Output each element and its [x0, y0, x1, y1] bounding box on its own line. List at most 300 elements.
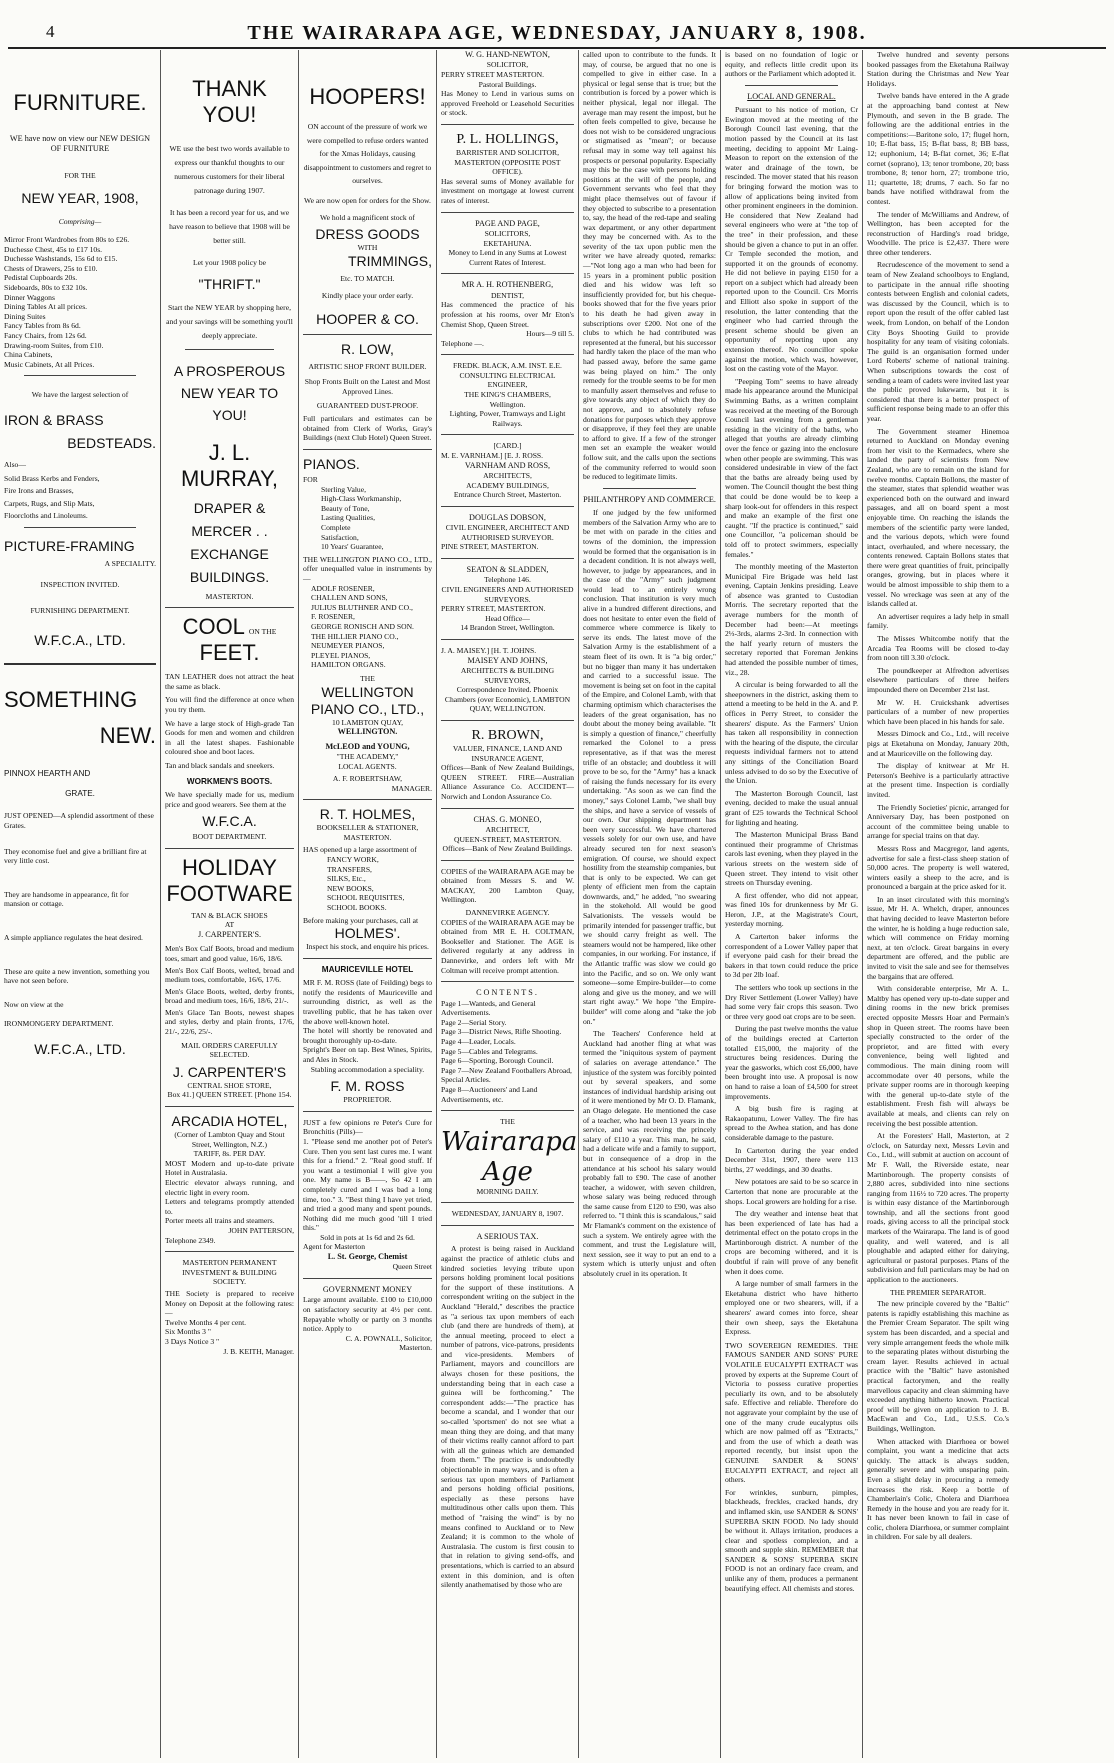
- ad-text: TAN LEATHER does not attract the heat the same as black.: [165, 672, 294, 691]
- ad-text: Queen Street: [392, 1262, 432, 1272]
- divider: [441, 354, 574, 355]
- list-item: JULIUS BLUTHNER AND CO.,: [311, 602, 413, 612]
- article-text: At the Foresters' Hall, Masterton, at 2 o'clock, on Saturday next, Messrs Levin and Co., Ltd., will submit at auction on account of Mr F. Wall, the Riverside estate, near Martinborough. The property consists of 2,880 acres, subdivided into nine sections ranging from 116½ to 720 acres. The property is within easy distance of the Martinborough township, and all the sections front good roads, giving access to all the principal stock markets of the Wairarapa. The land is of good quality, and well watered, and is all ploughable and adapted either for dairying, agricultural or pastoral purposes. Plans of the subdivision and full particulars may be had on application to the auctioneers.: [867, 1131, 1009, 1285]
- list-item: NEUMEYER PIANOS,: [311, 641, 385, 651]
- ad-text: IRONMONGERY DEPARTMENT.: [4, 1019, 114, 1029]
- ad-text: TARIFF, 8s. PER DAY.: [193, 1149, 266, 1159]
- ad-text: Inspect his stock, and enquire his prices.: [306, 942, 429, 952]
- article-text: Messrs Ross and Macgregor, land agents, advertise for sale a first-class sheep station of 50,000 acres. The property is well watered, winters easily a sheep to the acre, and is pronounced a bargain at the price asked for it.: [867, 843, 1009, 892]
- ad-text: THE: [360, 673, 375, 683]
- list-item: SILKS, Etc.,: [327, 874, 366, 884]
- ad-text: DENTIST,: [491, 290, 524, 300]
- ad-text: WE have now on view our NEW DESIGN OF FURNITURE: [9, 134, 151, 154]
- advertiser-name: HOOPER & CO.: [316, 310, 419, 327]
- divider: [441, 860, 574, 861]
- ad-subheading: IRON & BRASS: [4, 411, 104, 428]
- article-text: is based on no foundation of logic or equity, and reflects little credit upon its authors or the Parliament which adopted it.: [725, 50, 858, 79]
- list-item: Six Months 3 ": [165, 1327, 211, 1337]
- ad-text: ARCHITECT,: [485, 824, 530, 834]
- ad-text: Comprising—: [58, 217, 102, 227]
- divider: [441, 212, 574, 213]
- ad-subheading: MERCER . .: [191, 522, 268, 539]
- article-text: called upon to contribute to the funds. It may, of course, be argued that no one is compelled to give in either case. In a physical or legal sense that is true; but the contribution is forced by a power which is neither physical, legal nor illegal. The average man may resent the impost, but he often feels compelled to give, because he does not wish to be considered ungracious or stigmatised as "mean"; or because refusal may in some way tell against his prospects or personal popularity. Especially may this be the case with persons holding positions at the will of the people, and Government servants who feel that they might place themselves out of favour if they objected to subscribe to a presentation to, say, the head of the red-tape and sealing wax department, or any other department they may be concerned with. As to the severity of the tax upon public men the writer we have already quoted, remarks:—"Not long ago a man who had been for 15 years in a prominent public position died and his widow was left so insufficiently provided for, but his cheque-books showed that for the five years prior to his death he had given away in subscriptions over £200. Not one of the clubs to which he had contributed was represented at the funeral, but his successor had hardly taken the place of the man who had passed away, before the same game was being played on him." The only remedy for the trouble seems to be for men to manfully assert themselves and refuse to give towards any object of which they do not approve, and to absolutely refuse donations for purposes which they approve or disapprove, if they feel they are unable to afford to give. If a few of the stronger men set an example the weaker would follow suit, and the calls upon the sections of the community referred to would soon be reduced to legitimate limits.: [583, 50, 716, 482]
- ad-text: Pastoral Buildings.: [478, 79, 537, 89]
- article-text: If one judged by the few uniformed members of the Salvation Army who are to be met with on parade in the cities and towns of the dominion, the impression would be formed that the organisation is in a decadent condition. It is not always well, however, to judge by appearances, and in the case of the "Army" such judgment would lead to an entirely wrong conclusion. That institution is very much alive in a hundred different directions, and does not hesitate to enter even the field of commerce where commerce is likely to serve its ends. The latest move of the Salvation Army is the establishment of a steam fleet of its own. It is "a big order," but no bigger than many it has undertaken and carried to a successful issue. The movement is being set on foot in the capital of the Empire, and Colonel Lamb, with that charming optimism which characterises the leaders of the great organisation, has no doubt about the money being available. "It is simply a question of finance," cheerfully remarked the Colonel to a press representative, as if that was the merest trifle of an obstacle; and doubtless it will prove to be so, for the "Army" has a knack of raising the funds necessary for its every undertaking. "As soon as we can find the money," says Colonel Lamb, "we shall buy the ships, and have a service of vessels of our own. Our shipping department has been very successful. We have chartered vessels solely for our own use, and have already secured ten for next season's emigration. Of course, we should expect hostility from the steamship companies, but that is only to be expected. We can get plenty of efficient men from the captain downwards, and," he added, "no swearing in the stokehold. All would be good Salvationists. The vessels would be primarily intended for passenger traffic, but we should carry freight as well. The steamers would not be hampered, like other companies, in our working. For instance, if the Atlantic traffic was slow we could go into the Pacific, and so on. We only want someone—some Empire-builder—to come along and give us the money, and we will start right away." We hope "the Empire-builder" will come along and "take the job on.": [583, 508, 716, 1026]
- ad-text: We have a large stock of High-grade Tan Goods for men and women and children in all the latest shapes. Fashionable coloured shoe and boot laces.: [165, 718, 294, 757]
- divider: [303, 799, 432, 800]
- ad-text: MORNING DAILY.: [476, 1186, 539, 1196]
- list-item: SCHOOL REQUISITES,: [327, 893, 405, 903]
- list-item: Page 6—Sporting, Borough Council.: [441, 1056, 554, 1066]
- advertiser-name: R. T. HOLMES,: [319, 806, 416, 823]
- column-local-ads: [299, 50, 436, 1758]
- ad-heading: HOLIDAY: [182, 854, 277, 880]
- ad-text: MASTERTON (OPPOSITE POST OFFICE).: [454, 157, 561, 177]
- column-professional-cards: [437, 50, 578, 1758]
- list-item: Page 8—Auctioneers' and Land Advertisements, etc.: [441, 1084, 538, 1104]
- list-item: Page 7—New Zealand Footballers Abroad, Special Articles.: [441, 1065, 572, 1085]
- ad-text: Before making your purchases, call at: [303, 915, 419, 925]
- article-text: The dry weather and intense heat that has been experienced of late has had a detrimental effect on the potato crops in the Martinborough district. A number of the crops are becoming withered, and it is doubtful if rain will prove of any benefit when it does come.: [725, 1209, 858, 1276]
- ad-text: Entrance Church Street, Masterton.: [453, 490, 562, 500]
- ad-text: FOR: [303, 475, 318, 485]
- ad-text: ARCHITECTS,: [483, 471, 532, 481]
- ad-text: Now on view at the: [4, 999, 64, 1009]
- ad-text: VALUER, FINANCE, LAND AND INSURANCE AGENT,: [452, 743, 563, 763]
- ad-subheading: PINNOX HEARTH AND: [4, 768, 91, 778]
- list-item: Drawing-room Suites, from £10.: [4, 340, 104, 350]
- list-item: Complete: [321, 523, 351, 532]
- ad-subheading: DANNEVIRKE AGENCY.: [465, 908, 550, 918]
- ad-text: JOHN PATTERSON,: [228, 1225, 294, 1235]
- article-text: Recrudescence of the movement to send a team of New Zealand schoolboys to England, to participate in the annual rifle shooting contests between English and colonial cadets, was discussed by the Council, which is to report upon the result of the offer cabled last week, from London, on behalf of the London City Boys Shooting Guild to provide hospitality for any team of visiting colonials. The guild is an organisation formed under Lord Roberts' scheme of national training. When subscriptions towards the cost of sending a team of cadets were invited last year the public proved lukewarm, but it is considered that there is a better prospect of sufficient response being made to an offer this year.: [867, 260, 1009, 423]
- list-item: Lasting Qualities,: [321, 513, 375, 523]
- ad-heading-furniture: FURNITURE.: [13, 90, 147, 115]
- cool-feet-heading: [165, 614, 294, 666]
- advertiser-name: W.F.C.A., LTD.: [34, 1041, 126, 1057]
- nameplate: Wairarapa Age: [441, 1126, 578, 1187]
- list-item: Page 1—Wanteds, and General Advertisements.: [441, 998, 536, 1018]
- ad-text: BOOKSELLER & STATIONER,: [316, 823, 419, 833]
- article-heading: PHILANTHROPY AND COMMERCE.: [583, 494, 716, 504]
- advertiser-name: VARNHAM AND ROSS,: [464, 460, 551, 470]
- article-text: During the past twelve months the value of the buildings erected at Carterton totalled £15,000, the majority of the structures being residences. During the year the gasworks, which cost £6,000, have been brought into use. A proposal is now on hand to raise a loan of £4,500 for street improvements.: [725, 1024, 858, 1101]
- ad-text: Correspondence Invited. Phoenix Chambers (over Economic), LAMBTON QUAY, WELLINGTON.: [444, 685, 571, 714]
- article-text: The tender of McWilliams and Andrew, of Wellington, has been accepted for the reconstruction of Harding's road bridge, Woodville. The price is £2,437. There were three other tenderers.: [867, 209, 1009, 257]
- contents-heading: CONTENTS.: [476, 988, 539, 998]
- list-item: Music Cabinets, At all Prices.: [4, 359, 95, 369]
- article-text: An advertiser requires a lady help in small family.: [867, 611, 1009, 631]
- ad-text: A. F. ROBERTSHAW,: [332, 774, 403, 784]
- divider: [165, 607, 294, 608]
- ad-subheading: DRAPER &: [193, 499, 266, 516]
- ad-text: ARTISTIC SHOP FRONT BUILDER.: [308, 361, 427, 371]
- list-item: HAMILTON ORGANS.: [311, 660, 386, 670]
- list-item: Floorcloths and Linoleums.: [4, 511, 88, 521]
- ad-subheading: EXCHANGE: [190, 545, 269, 562]
- article-text: A circular is being forwarded to all the sheepowners in the district, asking them to attend a meeting to be held in the A. and P. offices in Perry Street, to consider the shearers' dispute. As the Farmers' Union has taken all responsibility in connection with the hearing of the dispute, the circular requests individual farmers not to attend any sittings of the Conciliation Board unless advised to do so by the Executive of the Union.: [725, 680, 858, 786]
- ad-text: EKETAHUNA.: [483, 238, 532, 248]
- ad-text: Telephone —.: [441, 338, 484, 348]
- ad-text: We have specially made for us, medium price and good wearers. See them at the: [165, 789, 294, 809]
- article-text: In an inset circulated with this morning's issue, Mr H. A. Whelch, draper, announces that having decided to leave Masterton before the winter, he is holding a huge reduction sale, which will commence on Friday morning next, at ten o'clock. Great bargains in every department are offered, and the public are invited to visit the sale and see for themselves the bargains that are offered.: [867, 894, 1009, 981]
- divider: [303, 1278, 432, 1279]
- list-item: Carpets, Rugs, and Slip Mats,: [4, 498, 95, 508]
- ad-text: CIVIL ENGINEERS AND AUTHORISED SURVEYORS.: [441, 585, 574, 604]
- ad-text: Shop Fronts Built on the Latest and Most Approved Lines.: [304, 377, 431, 397]
- list-item: 10 Years' Guarantee,: [321, 542, 384, 552]
- ad-text: CENTRAL SHOE STORE,: [187, 1080, 272, 1090]
- list-item: Fancy Chairs, from 12s 6d.: [4, 330, 87, 340]
- divider: [165, 1106, 294, 1107]
- advertisement-text: For wrinkles, sunburn, pimples, blackheads, freckles, cracked hands, dry and inflamed skin, use SANDER & SONS' SUPERBA SKIN FOOD. No lady should be without it. Allays irritation, produces a clear and spotless complexion, and a smooth and supple skin. REMEMBER that SANDER & SONS' SUPERBA SKIN FOOD is not an ordinary face cream, and unlike any of them, produces a permanent beautifying effect. All chemists and stores.: [725, 1487, 858, 1593]
- ad-subheading: GOVERNMENT MONEY: [322, 1285, 413, 1295]
- ad-text: Electric elevator always running, and electric light in every room.: [165, 1178, 294, 1197]
- advertiser-name: W. G. HAND-NEWTON,: [465, 50, 550, 59]
- ad-text: A SPECIALITY.: [104, 558, 156, 568]
- ad-text: Has commenced the practice of his profession at his rooms, over Mr Eton's Chemist Shop, Queen Street.: [441, 300, 574, 329]
- advertiser-name: J. CARPENTER'S: [172, 1063, 287, 1080]
- advertiser-name: SEATON & SLADDEN,: [466, 565, 549, 574]
- ad-text: JUST a few opinions re Peter's Cure for Bronchitis (Pills)—: [303, 1117, 432, 1137]
- ad-text: WE use the best two words available to express our thankful thoughts to our numerous customers for their liberal patronage during 1907.: [169, 144, 290, 195]
- article-text: Twelve hundred and seventy persons booked passages from the Eketahuna Railway Station during the Christmas and New Year Holidays.: [867, 50, 1009, 88]
- ad-text: ON THE: [248, 627, 277, 637]
- list-item: Beauty of Tone,: [321, 503, 370, 513]
- divider: [441, 1225, 574, 1226]
- ad-text: Has several sums of Money available for investment on mortgage at lowest current rates of interest.: [441, 176, 574, 205]
- ad-text: Porter meets all trains and steamers.: [165, 1216, 275, 1226]
- advertiser-name: P. L. HOLLINGS,: [456, 131, 559, 147]
- ad-text: CONSULTING ELECTRICAL ENGINEER,: [459, 370, 556, 390]
- issue-date: WEDNESDAY, JANUARY 8, 1907.: [451, 1209, 564, 1219]
- advertiser-name: CHAS. G. MONEO,: [473, 814, 542, 824]
- ad-text: WITH: [357, 243, 378, 253]
- ad-text: MASTERTON.: [205, 591, 254, 601]
- article-heading: THE PREMIER SEPARATOR.: [890, 1287, 986, 1297]
- divider: [441, 808, 574, 809]
- advertiser-name: R. LOW,: [341, 340, 394, 357]
- advertisement-text: TWO SOVEREIGN REMEDIES. THE FAMOUS SANDER AND SONS' PURE VOLATILE EUCALYPTI EXTRACT was proved by experts at the Supreme Court of Victoria to possess curative properties peculiarly its own, and to be absolutely safe. Effective and reliable. Therefore do not aggravate your complaint by the use of one of the many crude eucalyptus oils which are now palmed off as "Extracts," and from the use of which a death was reported recently, but insist upon the GENUINE SANDER & SONS' EUCALYPTI EXTRACT, and reject all others.: [725, 1340, 858, 1485]
- article-text: Pursuant to his notice of motion, Cr Ewington moved at the meeting of the Borough Council last evening, that the motion passed by the Council at its last meeting, deciding to appoint Mr Laing-Meason to report on the extension of the water and drainage of the town, be rescinded. The mover stated that his reason for bringing forward the motion was to allow of applications being invited from other prominent engineers in the dominion. He considered that New Zealand had several engineers who were at "the top of the tree" in their profession, and these should be given a chance to put in an offer. Cr Temple seconded the motion, and supported it on the grounds of economy. He did not believe in paying £150 for a report on a subject which had already been reported upon to the Council. Crs Morris and Elliott also spoke in support of the resolution, the latter contending that the engineer who had carried through the present scheme should be given an opportunity of reporting upon any extension thereof. No councillor spoke against the motion, which was, however, lost on the casting vote of the Mayor.: [725, 105, 858, 374]
- ad-heading: SOMETHING: [4, 686, 138, 712]
- ad-text: Spright's Beer on tap. Best Wines, Spirits, and Ales in Stock.: [303, 1045, 432, 1064]
- ad-text: Sold in pots at 1s 6d and 2s 6d.: [320, 1232, 415, 1242]
- ad-text: BARRISTER AND SOLICITOR,: [455, 147, 560, 157]
- article-text: The monthly meeting of the Masterton Municipal Fire Brigade was held last evening, Captain Jenkins presiding. Leave of absence was granted to Custodian Morris. The secretary reported that the average numbers for the month of December had been:—At meetings 2⅓-3rds, alarms 2-3rd. In connection with the half yearly return of musters the secretary reported that Foreman Jenkins had attended the possible number of times, viz., 28.: [725, 562, 858, 677]
- advertiser-name: ARCADIA HOTEL,: [171, 1113, 288, 1130]
- ad-text: PROPRIETOR.: [343, 1095, 392, 1105]
- ad-text: A simple appliance regulates the heat desired.: [4, 933, 143, 943]
- ad-subheading: DRESS GOODS: [315, 226, 420, 243]
- list-item: Mirror Front Wardrobes from 80s to £26.: [4, 235, 130, 244]
- article-text: The Misses Whitcombe notify that the Arcadia Tea Rooms will be closed to-day from noon till 3.30 o'clock.: [867, 634, 1009, 663]
- ad-text: We hold a magnificent stock of: [320, 212, 415, 222]
- ad-text: Full particulars and estimates can be obtained from Clerk of Works, Gray's Buildings (next Club Hotel) Queen Street.: [303, 414, 432, 443]
- article-text: Messrs Dimock and Co., Ltd., will receive pigs at Eketahuna on Monday, January 20th, and at Mauriceville on the following day.: [867, 729, 1009, 758]
- ad-text: Stabling accommodation a speciality.: [310, 1064, 425, 1074]
- advertiser-name: MASTERTON PERMANENT INVESTMENT & BUILDING SOCIETY.: [182, 1258, 277, 1287]
- list-item: CHALLEN AND SONS,: [311, 593, 388, 603]
- ad-text: PERRY STREET, MASTERTON.: [441, 604, 546, 614]
- divider: [303, 334, 432, 335]
- advertiser-name: R. BROWN,: [471, 727, 544, 743]
- list-item: Dining Suites: [4, 311, 46, 321]
- ad-text: Telephone 146.: [484, 575, 531, 585]
- list-item: Chests of Drawers, 25s to £10.: [4, 263, 98, 273]
- ad-text: C. A. POWNALL, Solicitor,: [345, 1333, 432, 1343]
- article-text: Twelve bands have entered in the A grade at the approaching band contest at New Plymouth, and seven in the B grade. The following are the additional entries in the competitions:—Baritone solo, 17; flugel horn, 10; E-flat bass, 15; B-flat bass, 8; BB bass, 12; euphonium, 14; B-flat cornet, 36; E-flat cornet (soprano), 13; tenor trombone, 20; bass trombone, 8; tenor horn, 27; trombone trio, 11; quartette, 18; drums, 7 each. So far no bands have notified withdrawal from the contest.: [867, 91, 1009, 206]
- ad-text: Telephone 2349.: [165, 1235, 216, 1245]
- page-number: 4: [46, 22, 55, 41]
- divider: [441, 1202, 574, 1203]
- article-text: The Masterton Municipal Brass Band continued their programme of Christmas carols last evening, when they played in the various streets on the western side of Queen street. They intend to visit other streets on Thursday evening.: [725, 830, 858, 888]
- article-text: "Peeping Tom" seems to have already made his appearance around the Municipal Swimming Baths, as a written complaint was received at the meeting of the Borough Council last evening from a gentleman residing in the vicinity of the baths, who alleged that youths are already climbing over the fence or gazing into the enclosure when other people are swimming. This was considered undesirable in view of the fact that the baths are already being used by women. The Council thought the best thing that could be done would be to keep a sharp look-out for offenders in this respect and make an example of the first one caught. "If the practice is continued," said one Councillor, "a policeman should be told off to protect swimmers, especially females.": [725, 376, 858, 559]
- divider: [303, 1111, 432, 1112]
- ad-text: AT: [224, 920, 235, 930]
- column-general-news: [863, 50, 1013, 1758]
- list-item: Duchesse Chest, 45s to £17 10s.: [4, 244, 103, 254]
- divider: [165, 848, 294, 849]
- newspaper-title: THE WAIRARAPA AGE, WEDNESDAY, JANUARY 8, 1908.: [247, 22, 867, 44]
- ad-text: Head Office—: [485, 613, 530, 623]
- list-item: Fire Irons and Brasses,: [4, 486, 74, 496]
- ad-text: SOLICITORS,: [484, 228, 531, 238]
- ad-text: MANAGER.: [391, 783, 432, 793]
- article-text: A first offender, who did not appear, was fined 10s for drunkenness by Mr G. Heron, J.P., at the Magistrate's Court, yesterday morning.: [725, 890, 858, 929]
- advertiser-name: HOLMES'.: [334, 925, 401, 942]
- ad-text: THE WELLINGTON PIANO CO., LTD., offer unequalled value in instruments by—: [303, 554, 432, 583]
- divider: [24, 375, 136, 376]
- ad-text: We are now open for orders for the Show.: [304, 195, 431, 205]
- ad-text: "THE ACADEMY,": [336, 751, 399, 761]
- ad-text: LOCAL AGENTS.: [338, 761, 397, 771]
- ad-text: 1. "Please send me another pot of Peter's Cure. Then you sent last cures me. I want this for a friend." 2. "Real good stuff. If you want a testimonial I will give you one. My name is B——, So 42 I am completely cured and I was bad a long time, too." 3. "Best thing I have yet tried, and tried a good many and spent pounds. Nothing did me much good 'till I tried this.": [303, 1136, 432, 1233]
- ad-text: CIVIL ENGINEER, ARCHITECT AND AUTHORISED SURVEYOR.: [445, 523, 570, 542]
- divider: [441, 434, 574, 435]
- list-item: Men's Glace Boots, welted, derby fronts, broad and medium toes, 16/6, 18/6, 21/-.: [165, 986, 294, 1006]
- divider: [441, 720, 574, 721]
- ad-text: These are quite a new invention, something you have not seen before.: [4, 966, 150, 986]
- article-heading: LOCAL AND GENERAL.: [747, 91, 836, 101]
- ad-text: MAIL ORDERS CAREFULLY SELECTED.: [181, 1040, 278, 1060]
- list-item: Page 2—Serial Story.: [441, 1017, 507, 1027]
- advertiser-name: MR A. H. ROTHENBERG,: [461, 280, 554, 290]
- ad-text: MASTERTON.: [343, 832, 392, 842]
- ad-text: Tan and black sandals and sneekers.: [165, 760, 275, 770]
- ad-heading: FOOTWARE: [166, 880, 293, 906]
- advertiser-name: W.F.C.A., LTD.: [34, 631, 126, 648]
- ad-text: Start the NEW YEAR by shopping here, and your savings will be something you'll deeply appreciate.: [166, 302, 293, 340]
- list-item: Sterling Value,: [321, 484, 366, 494]
- article-text: In Carterton during the year ended December 31st, 1907, there were 113 births, 27 weddings, and 30 deaths.: [725, 1145, 858, 1174]
- article-text: With considerable enterprise, Mr A. L. Maltby has opened very up-to-date supper and dining rooms in the new brick premises erected opposite Messrs Hoar and Permain's shop in Queen street. The rooms have been specially constructed to the order of the proprietor, and are fitted with every convenience, being well lighted and commodious. The main dining room will accommodate over 40 persons, while the private supper rooms are in thorough keeping with the general up-to-date style of the establishment. Fresh fish will always be available at meals, and clients can rely on receiving the best possible attention.: [867, 984, 1009, 1128]
- ad-subheading: A PROSPEROUS NEW YEAR TO YOU!: [173, 362, 286, 423]
- ad-text: Let your 1908 policy be: [193, 258, 266, 267]
- ad-text: HAS opened up a large assortment of: [303, 845, 417, 855]
- ad-text: They economise fuel and give a brilliant fire at very little cost.: [4, 846, 147, 866]
- list-item: Page 4—Leader, Locals.: [441, 1037, 516, 1046]
- article-text: A large number of small farmers in the Eketahuna district who have hitherto employed one or two shearers, will, if a shearers' award comes into force, shear their own sheep, says the Eketahuna Express.: [725, 1279, 858, 1337]
- ad-heading: COOL: [182, 614, 245, 640]
- advertiser-name: WELLINGTON PIANO CO., LTD.,: [310, 683, 425, 717]
- divider: [441, 124, 574, 125]
- list-item: TRANSFERS,: [327, 864, 372, 874]
- list-item: FANCY WORK,: [327, 855, 379, 865]
- article-text: New potatoes are said to be so scarce in Carterton that none are procurable at the shops. Local growers are holding for a rise.: [725, 1177, 858, 1206]
- article-text: The Government steamer Hinemoa returned to Auckland on Monday evening from her visit to the Kermadecs, where she landed the party of scientists from New Zealand, who are to remain on the island for twelve months. Captain Bollons, the master of the steamer, states that splendid weather was experienced both on the outward and inward passages, and all on board spent a most enjoyable time. On reaching the islands the members of the scientific party were landed, and the various depots, which were found intact, overhauled, and where necessary, the contents renewed. Captain Bollons states that there were great quantities of fruit, principally oranges, growing, but in places where it would be almost impossible to ship them to a vessel. No wreckage was seen at any of the islands called at.: [867, 426, 1009, 609]
- article-text: A big bush fire is raging at Rakaopatunu, Lower Valley. The fire has spread to the Awhea station, and has done considerable damage to the pasture.: [725, 1104, 858, 1142]
- divider: [303, 449, 432, 450]
- ad-text: WELLINGTON.: [337, 727, 398, 737]
- ad-text: THE: [500, 1117, 515, 1127]
- list-item: Page 3—District News, Rifle Shooting.: [441, 1027, 562, 1037]
- list-item: Men's Glace Tan Boots, newest shapes and styles, derby and plain fronts, 17/6, 21/-, 22/6, 25/-.: [165, 1007, 294, 1037]
- ad-text: PINE STREET, MASTERTON.: [441, 542, 539, 552]
- list-item: Page 5—Cables and Telegrams.: [441, 1046, 538, 1056]
- ad-text: TAN & BLACK SHOES: [191, 910, 268, 920]
- list-item: F. ROSENER,: [311, 612, 355, 622]
- ad-text: QUEEN-STREET, MASTERTON.: [453, 834, 562, 844]
- ad-subheading: PICTURE-FRAMING: [4, 537, 135, 554]
- ad-subheading: BUILDINGS.: [189, 568, 270, 585]
- article-heading: A SERIOUS TAX.: [476, 1231, 539, 1241]
- ad-heading: PIANOS.: [303, 456, 360, 473]
- page-margin: [1014, 50, 1106, 1758]
- ad-text: Offices—Bank of New Zealand Buildings.: [442, 844, 573, 854]
- divider: [165, 1251, 294, 1252]
- ad-text: Etc. TO MATCH.: [340, 273, 395, 283]
- ad-heading: HOOPERS!: [309, 84, 426, 109]
- ad-text: M. E. VARNHAM.] [E. J. ROSS.: [441, 451, 544, 461]
- list-item: SCHOOL BOOKS.: [327, 903, 387, 913]
- list-item: PLEYEL PIANOS,: [311, 650, 371, 660]
- list-item: 3 Days Notice 3 ": [165, 1336, 220, 1346]
- masthead: [0, 0, 1114, 44]
- ad-text: [CARD.]: [493, 441, 522, 451]
- masthead-rule: [8, 47, 1106, 49]
- list-item: High-Class Workmanship,: [321, 494, 402, 504]
- list-item: Sideboards, 80s to £32 10s.: [4, 282, 88, 292]
- article-text: A Carterton baker informs the correspondent of a Lower Valley paper that if everyone paid cash for their bread the bakers in that town could reduce the price to 3d per 2lb loaf.: [725, 932, 858, 980]
- ad-text: COPIES of the WAIRARAPA AGE may be obtained from Messrs S. and W. MACKAY, 200 Lambton Quay, Wellington.: [441, 866, 574, 905]
- divider: [603, 488, 696, 489]
- article-text: The Teachers' Conference held at Auckland had another fling at what was termed the "iniquitous system of payment of salaries on average attendance." The injustice of the system was forcibly pointed out by several speakers, and some instances of individual hardship arising out of it were mentioned by Mr O. D. Flamank, an Otago delegate. He mentioned the case of a teacher, who had been 13 years in the service, and was receiving the princely salary of £110 a year. This man, he said, had a delicate wife and a family to support, but in consequence of a drop in the attendance at his school his salary would probably fall to £90. The case of another teacher, a widower, with seven children, whose salary was being reduced through the same cause from £120 to £90, was also referred to. "I think this is scandalous," said Mr Flamank's comment on the existence of such a system. We entirely agree with the comment, and trust the Legislature will, next session, see it way to put an end to a system which is utterly unjust and often absolutely cruel in its operation. It: [583, 1029, 716, 1279]
- ad-text: Letters and telegrams promptly attended to.: [165, 1197, 294, 1216]
- article-text: The settlers who took up sections in the Dry River Settlement (Lower Valley) have had some very fair crops this season. Two or three very good oat crops are to be seen.: [725, 983, 858, 1021]
- advertiser-name: MAISEY AND JOHNS,: [467, 655, 548, 665]
- ad-text: ARCHITECTS & BUILDING SURVEYORS,: [460, 665, 555, 685]
- list-item: Solid Brass Kerbs and Fenders,: [4, 473, 100, 483]
- ad-text: 10 LAMBTON QUAY,: [332, 717, 403, 727]
- ad-text: SOLICITOR,: [486, 60, 529, 70]
- ad-text: BOOT DEPARTMENT.: [192, 832, 267, 842]
- ad-heading: THANK YOU!: [192, 76, 267, 127]
- list-item: Dinner Waggons: [4, 292, 55, 302]
- ad-text: 14 Brandon Street, Wellington.: [460, 623, 555, 633]
- ad-text: Also—: [4, 459, 26, 469]
- article-text: The Friendly Societies' picnic, arranged for Anniversary Day, has been postponed on account of the committee being unable to arrange for special trains on that day.: [867, 802, 1009, 841]
- advertiser-name: J. L. MURRAY,: [181, 439, 278, 491]
- ad-text: ON account of the pressure of work we were compelled to refuse orders wanted for the Xmas Holidays, causing disappointment to customers and regret to ourselves.: [303, 122, 432, 185]
- ad-text: COPIES of the WAIRARAPA AGE may be obtained from MR E. H. COLTMAN, Bookseller and Stationer. The AGE is delivered regularly at any address in Dannevirke, and orders left with Mr Coltman will receive prompt attention.: [441, 917, 574, 975]
- column-furniture-ad: [0, 50, 160, 1758]
- advertiser-name: J. CARPENTER'S.: [197, 929, 262, 939]
- divider: [441, 639, 574, 640]
- ad-text: It has been a record year for us, and we have reason to believe that 1908 will be better still.: [169, 208, 290, 245]
- advertiser-name: McLEOD and YOUNG,: [325, 741, 410, 751]
- column-local-news: [721, 50, 862, 1758]
- ad-text: MR F. M. ROSS (late of Feilding) begs to notify the residents of Mauriceville and surrounding district, as well as the travelling public, that he has taken over the above well-known hotel.: [303, 978, 432, 1026]
- list-item: Satisfaction,: [321, 532, 359, 542]
- list-item: Fancy Tables from 8s 6d.: [4, 321, 81, 331]
- list-item: Dining Tables At all prices.: [4, 302, 88, 312]
- column-drapery-ads: [161, 50, 298, 1758]
- ad-heading: NEW.: [99, 722, 156, 748]
- list-item: Duchesse Washstands, 15s 6d to £15.: [4, 254, 118, 264]
- ad-text: You will find the difference at once when you try them.: [165, 695, 294, 714]
- article-text: Mr W. H. Cruickshank advertises particulars of a number of new properties which have been placed in his hands for sale.: [867, 697, 1009, 726]
- advertiser-name: MAURICEVILLE HOTEL: [321, 964, 414, 974]
- list-item: Men's Box Calf Boots, welted, broad and medium toes, comfortable, 16/6, 17/6.: [165, 965, 294, 985]
- article-text: The Masterton Borough Council, last evening, decided to make the usual annual grant of £25 towards the Technical School for lighting and heating.: [725, 788, 858, 827]
- advertiser-name: DOUGLAS DOBSON,: [469, 512, 546, 522]
- article-text: A protest is being raised in Auckland against the practice of athletic clubs and kindred societies levying tribute upon persons holding prominent local positions for the support of these institutions. A correspondent writing on the subject in the Auckland "Herald," describes the practice as "a serious tax upon members of each club (and there are hundreds of them), at the annual meeting, proceed to elect a number of patrons, vice-patrons, presidents and vice-presidents. Members of Parliament, mayors and councillors are always chosen for these positions, the understanding being that in each case a guinea will be forthcoming." The correspondent adds:—"The practice has become a scandal, and I wonder that our so-called 'sportsmen' do not see what a mean thing they are doing, and that many of their victims really cannot afford to part with all the guineas which are demanded from them." The practice is undoubtedly objectionable in many ways, and is often a serious tax upon members of Parliament and persons holding official positions, especially as these persons have multitudinous other calls upon them. This method of "raising the wind" is by no means confined to Auckland or to New Zealand; it is common to the whole of Australasia. The custom is first cousin to that in relation to giving send-offs, and presentations, which is carried to an absurd extent in this dominion, and is often silently anathematised by those who are: [441, 1244, 574, 1590]
- advertiser-name: PAGE AND PAGE,: [475, 218, 540, 228]
- divider: [441, 558, 574, 559]
- column-editorial: [579, 50, 720, 1758]
- ad-text: J. B. KEITH, Manager.: [223, 1346, 294, 1356]
- advertiser-name: W.F.C.A.: [202, 813, 257, 830]
- ad-text: Wellington.: [489, 399, 526, 409]
- ad-subheading: TRIMMINGS,: [348, 252, 432, 269]
- ad-text: MOST Modern and up-to-date private Hotel in Australasia.: [165, 1158, 294, 1178]
- list-item: Twelve Months 4 per cent.: [165, 1317, 247, 1327]
- article-text: The poundkeeper at Alfredton advertises elsewhere particulars of three heifers impounded there on December 21st last.: [867, 665, 1009, 694]
- list-item: NEW BOOKS,: [327, 883, 374, 893]
- ad-text: Masterton.: [399, 1343, 432, 1353]
- ad-text: Hours—9 till 5.: [526, 329, 574, 339]
- divider: [441, 1110, 574, 1111]
- divider: [441, 981, 574, 982]
- list-item: Pedistal Cupboards 20s.: [4, 273, 78, 283]
- ad-text: PERRY STREET MASTERTON.: [441, 70, 544, 79]
- ad-text: Money to Lend in any Sums at Lowest Current Rates of Interest.: [448, 248, 567, 267]
- ad-subheading: "THRIFT.": [198, 275, 261, 292]
- ad-text: The hotel will shortly be renovated and brought thoroughly up-to-date.: [303, 1026, 432, 1045]
- ad-text: ACADEMY BUILDINGS,: [466, 480, 549, 490]
- ad-text: Lighting, Power, Tramways and Light Railways.: [449, 409, 566, 428]
- ad-text: We have the largest selection of: [31, 390, 129, 400]
- ad-text: INSPECTION INVITED.: [40, 580, 120, 590]
- ad-text: (Corner of Lambton Quay and Stout Street, Wellington, N.Z.): [174, 1130, 285, 1149]
- divider: [4, 663, 156, 665]
- ad-subheading: NEW YEAR, 1908,: [21, 190, 139, 207]
- list-item: THE HILLIER PIANO CO.,: [311, 631, 399, 641]
- ad-text: Kindly place your order early.: [321, 291, 414, 301]
- furniture-list: [4, 235, 156, 369]
- ad-text: THE KING'S CHAMBERS,: [464, 390, 551, 400]
- divider: [24, 527, 136, 528]
- ad-text: FOR THE: [64, 170, 96, 180]
- divider: [185, 349, 274, 350]
- ad-text: Offices—Bank of New Zealand Buildings, QUEEN STREET. FIRE—Australian Alliance Assurance Co. ACCIDENT—Norwich and London Assurance Co.: [441, 763, 574, 801]
- ad-text: THE Society is prepared to receive Money on Deposit at the following rates:—: [165, 1288, 294, 1318]
- ad-text: Agent for Masterton: [303, 1242, 365, 1252]
- advertisement-text: When attacked with Diarrhoea or bowel complaint, you want a medicine that acts quickly. The attack is always sudden, generally severe and with unsparing pain. Even a slight delay in procuring a remedy increases the risk. Keep a bottle of Chamberlain's Colic, Cholera and Diarrhoea Remedy in the house and you are ready for it. It has never been known to fail in case of colic, cholera Diarrhoea, or summer complaint in children. For sale by all dealers.: [867, 1436, 1009, 1542]
- list-item: ADOLF ROSENER,: [311, 583, 375, 593]
- ad-text: L. St. George, Chemist: [327, 1252, 408, 1262]
